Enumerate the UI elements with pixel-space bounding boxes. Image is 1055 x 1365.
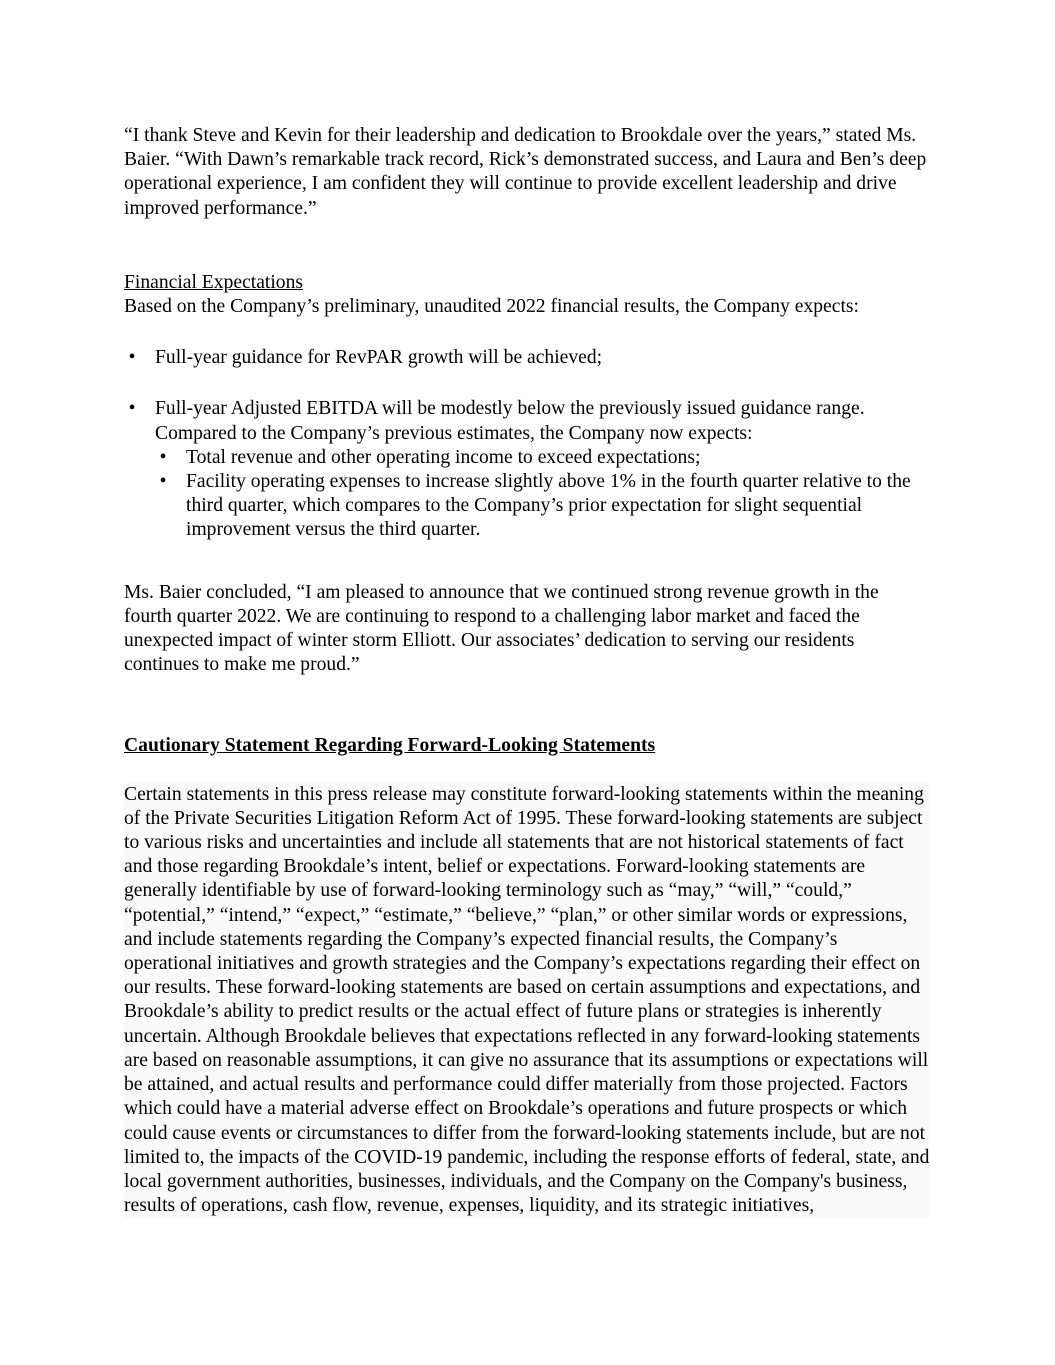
quote-paragraph: “I thank Steve and Kevin for their leadership and dedication to Brookdale over the years,” stated Ms. Baier. “With Dawn’s remarkable track record, Rick’s demonstrated success, and Laura and Ben’s deep operational experience, I am confident they will continue to provide excellent leadership and drive improved performance.” <box>124 125 927 219</box>
cautionary-statement-body: Certain statements in this press release may constitute forward-looking statements within the meaning of the Private Securities Litigation Reform Act of 1995. These forward-looking statements are subject to various risks and uncertainties and include all statements that are not historical statements of fact and those regarding Brookdale’s intent, belief or expectations. Forward-looking statements are generally identifiable by use of forward-looking terminology such as “may,” “will,” “could,” “potential,” “intend,” “expect,” “estimate,” “believe,” “plan,” or other similar words or expressions, and include statements regarding the Company’s expected financial results, the Company’s operational initiatives and growth strategies and the Company’s expectations regarding their effect on our results. These forward-looking statements are based on certain assumptions and expectations, and Brookdale’s ability to predict results or the actual effect of future plans or strategies is inherently uncertain. Although Brookdale believes that expectations reflected in any forward-looking statements are based on reasonable assumptions, it can give no assurance that its assumptions or expectations will be attained, and actual results and performance could differ materially from those projected. Factors which could have a material adverse effect on Brookdale’s operations and future prospects or which could cause events or circumstances to differ from the forward-looking statements include, but are not limited to, the impacts of the COVID-19 pandemic, including the response efforts of federal, state, and local government authorities, businesses, individuals, and the Company on the Company's business, results of operations, cash flow, revenue, expenses, liquidity, and its strategic initiatives, <box>124 783 930 1219</box>
list-item <box>124 397 930 542</box>
bullet-text: Full-year guidance for RevPAR growth will be achieved; <box>155 347 603 369</box>
sub-list-item <box>155 470 930 543</box>
expectations-sub-bullet-list <box>155 446 930 543</box>
list-item <box>124 346 930 370</box>
bullet-icon: • <box>159 471 167 493</box>
document-page <box>124 124 930 1218</box>
cautionary-statement-heading: Cautionary Statement Regarding Forward-Looking Statements <box>124 735 656 757</box>
bullet-icon: • <box>128 398 136 420</box>
sub-bullet-text: Total revenue and other operating income to exceed expectations; <box>186 446 701 468</box>
bullet-icon: • <box>128 347 136 369</box>
sub-bullet-text: Facility operating expenses to increase slightly above 1% in the fourth quarter relative to the third quarter, which compares to the Company’s prior expectation for slight sequential improvement versus the third quarter. <box>186 471 911 541</box>
sub-list-item <box>155 446 930 470</box>
expectations-bullet-list <box>124 346 930 542</box>
financial-expectations-intro: Based on the Company’s preliminary, unaudited 2022 financial results, the Company expects: <box>124 296 859 318</box>
bullet-text: Full-year Adjusted EBITDA will be modestly below the previously issued guidance range. Compared to the Company’s previous estimates, the Company now expects: <box>155 398 865 444</box>
bullet-icon: • <box>159 446 167 468</box>
financial-expectations-heading: Financial Expectations <box>124 271 304 293</box>
concluded-paragraph: Ms. Baier concluded, “I am pleased to announce that we continued strong revenue growth in the fourth quarter 2022. We are continuing to respond to a challenging labor market and faced the unexpected impact of winter storm Elliott. Our associates’ dedication to serving our residents continues to make me proud.” <box>124 581 879 676</box>
